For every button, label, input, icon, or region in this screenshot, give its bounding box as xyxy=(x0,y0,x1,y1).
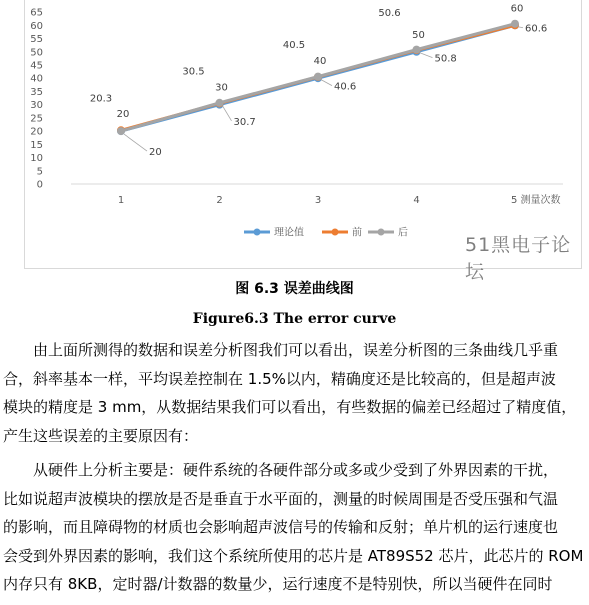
legend-marker-后 xyxy=(378,229,385,236)
legend-marker-理论值 xyxy=(254,229,261,236)
data-label-leader xyxy=(420,53,433,58)
x-tick-label: 5 测量次数 xyxy=(511,195,561,206)
y-tick-label: 0 xyxy=(36,179,43,191)
y-tick-label: 50 xyxy=(30,47,43,59)
y-tick-label: 60 xyxy=(30,20,43,32)
x-tick-label: 2 xyxy=(216,195,223,206)
data-label: 30 xyxy=(215,82,228,94)
paragraph-line: 内存只有 8KB，定时器/计数器的数量少，运行速度不是特别快，所以当硬件在同时 xyxy=(3,575,553,593)
y-tick-label: 20 xyxy=(30,126,43,138)
y-tick-label: 65 xyxy=(30,7,43,19)
data-label-leader xyxy=(518,27,523,28)
data-label: 50.6 xyxy=(378,8,401,20)
data-label: 50 xyxy=(412,29,425,41)
data-label-leader xyxy=(223,106,232,121)
data-point-后 xyxy=(216,99,224,107)
paragraph-line: 由上面所测得的数据和误差分析图我们可以看出，误差分析图的三条曲线几乎重 xyxy=(3,341,559,359)
paragraph-line: 从硬件上分析主要是：硬件系统的各硬件部分或多或少受到了外界因素的干扰， xyxy=(3,461,559,479)
data-label: 60.6 xyxy=(525,23,548,35)
data-label: 20 xyxy=(149,147,162,159)
y-tick-label: 5 xyxy=(36,166,43,178)
paragraph-line: 合，斜率基本一样，平均误差控制在 1.5%以内，精确度还是比较高的，但是超声波 xyxy=(3,369,556,388)
paragraph-line: 比如说超声波模块的摆放是否是垂直于水平面的，测量的时候周围是否受压强和气温 xyxy=(3,489,559,508)
legend-label: 理论值 xyxy=(274,227,304,239)
y-tick-label: 35 xyxy=(30,86,43,98)
data-point-后 xyxy=(511,20,519,28)
x-tick-label: 1 xyxy=(117,195,125,206)
y-tick-label: 55 xyxy=(30,34,43,46)
y-tick-label: 25 xyxy=(30,113,43,125)
data-label: 40.5 xyxy=(282,39,306,51)
x-tick-label: 3 xyxy=(314,195,322,206)
paragraph-line: 模块的精度是 3 mm，从数据结果我们可以看出，有些数据的偏差已经超过了精度值， xyxy=(3,398,577,416)
y-tick-label: 40 xyxy=(30,73,43,85)
error-curve-chart xyxy=(25,0,581,268)
data-label: 30.7 xyxy=(233,116,256,128)
legend-label: 前 xyxy=(352,227,362,239)
legend-marker-前 xyxy=(332,229,339,236)
watermark-logo: 51黑电子论坛 xyxy=(465,234,572,283)
data-point-后 xyxy=(117,127,125,135)
data-label: 40.6 xyxy=(334,81,357,93)
data-point-后 xyxy=(314,73,322,81)
y-tick-label: 45 xyxy=(30,60,43,72)
y-tick-label: 15 xyxy=(30,139,43,151)
data-label: 50.8 xyxy=(434,53,457,65)
data-label: 30.5 xyxy=(182,66,205,78)
data-label: 20 xyxy=(116,109,130,121)
data-point-后 xyxy=(413,46,421,54)
data-label: 20.3 xyxy=(89,93,113,105)
y-tick-label: 10 xyxy=(30,153,43,165)
data-label: 60 xyxy=(510,3,524,15)
paragraph-line: 会受到外界因素的影响，我们这个系统所使用的芯片是 AT89S52 芯片，此芯片的 ROM xyxy=(3,546,584,565)
figure-caption-english: Figure6.3 The error curve xyxy=(192,311,397,327)
paragraph-2 xyxy=(3,456,586,599)
paragraph-line: 的影响，而且障碍物的材质也会影响超声波信号的传输和反射；单片机的运行速度也 xyxy=(3,518,559,536)
chart-container xyxy=(24,0,582,283)
y-tick-label: 30 xyxy=(30,100,43,112)
figure-caption-chinese: 图 6.3 误差曲线图 xyxy=(235,281,354,297)
paragraph-line: 产生这些误差的主要原因有： xyxy=(3,426,199,445)
data-label-leader xyxy=(321,80,332,86)
x-tick-label: 4 xyxy=(413,195,420,206)
data-label: 40 xyxy=(313,56,327,68)
legend-label: 后 xyxy=(398,227,408,239)
paragraph-1 xyxy=(3,336,586,450)
data-label-leader xyxy=(124,134,147,151)
